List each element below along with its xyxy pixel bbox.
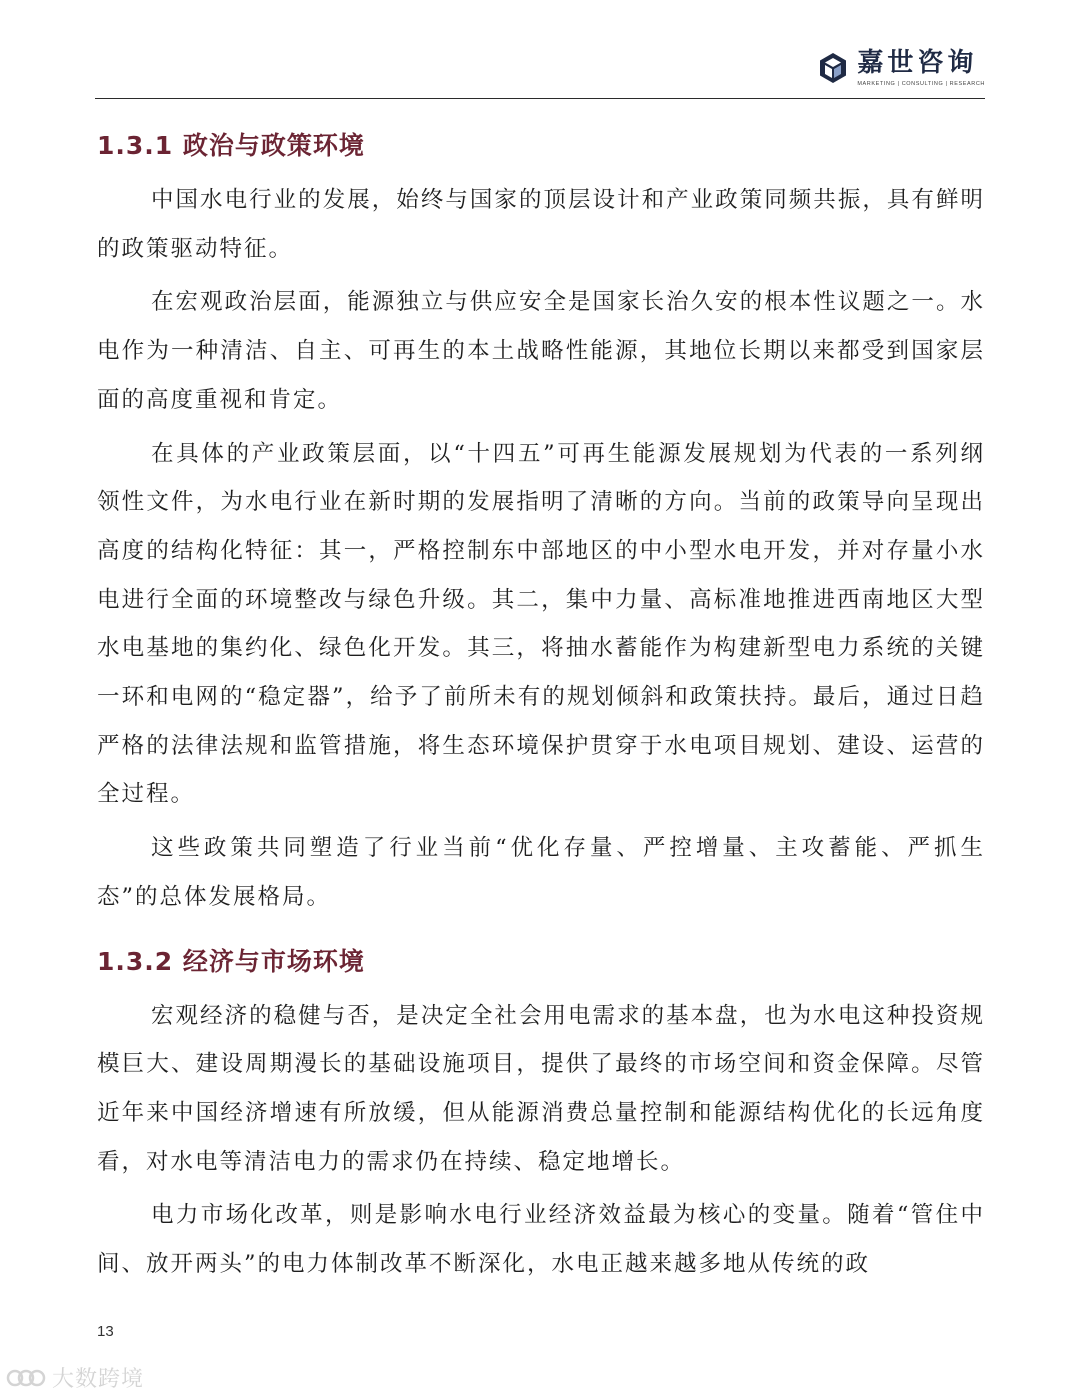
paragraph: 中国水电行业的发展，始终与国家的顶层设计和产业政策同频共振，具有鲜明的政策驱动特征。 — [97, 187, 985, 262]
logo-name: 嘉世咨询 — [857, 48, 978, 78]
section-heading-economy: 1.3.2 经济与市场环境 — [97, 946, 365, 976]
page-header — [95, 40, 985, 99]
watermark — [6, 1362, 144, 1393]
section-heading-politics: 1.3.1 政治与政策环境 — [97, 131, 365, 160]
watermark-text: 大数跨境 — [52, 1367, 145, 1392]
dashuju-logo-icon — [6, 1366, 46, 1390]
paragraph: 宏观经济的稳健与否，是决定全社会用电需求的基本盘，也为水电这种投资规模巨大、建设周期漫长的基础设施项目，提供了最终的市场空间和资金保障。尽管近年来中国经济增速有所放缓，但从能源消费总量控制和能源结构优化的长远角度看，对水电等清洁电力的需求仍在持续、稳定地增长。 — [97, 1002, 985, 1175]
jiashi-cube-logo-icon — [817, 52, 849, 84]
paragraph: 在宏观政治层面，能源独立与供应安全是国家长治久安的根本性议题之一。水电作为一种清洁、自主、可再生的本土战略性能源，其地位长期以来都受到国家层面的高度重视和肯定。 — [97, 289, 985, 413]
paragraph: 电力市场化改革，则是影响水电行业经济效益最为核心的变量。随着“管住中间、放开两头”的电力体制改革不断深化，水电正越来越多地从传统的政 — [97, 1202, 985, 1278]
brand-logo — [817, 48, 985, 92]
page-number: 13 — [97, 1323, 114, 1340]
paragraph: 在具体的产业政策层面，以“十四五”可再生能源发展规划为代表的一系列纲领性文件，为水电行业在新时期的发展指明了清晰的方向。当前的政策导向呈现出高度的结构化特征：其一，严格控制东中部地区的中小型水电开发，并对存量小水电进行全面的环境整改与绿色升级。其二，集中力量、高标准地推进西南地区大型水电基地的集约化、绿色化开发。其三，将抽水蓄能作为构建新型电力系统的关键一环和电网的“稳定器”，给予了前所未有的规划倾斜和政策扶持。最后，通过日趋严格的法律法规和监管措施，将生态环境保护贯穿于水电项目规划、建设、运营的全过程。 — [97, 440, 985, 808]
paragraph: 这些政策共同塑造了行业当前“优化存量、严控增量、主攻蓄能、严抓生态”的总体发展格局。 — [97, 835, 985, 910]
logo-tagline: MARKETING | CONSULTING | RESEARCH — [857, 81, 985, 87]
document-body — [97, 124, 985, 1294]
